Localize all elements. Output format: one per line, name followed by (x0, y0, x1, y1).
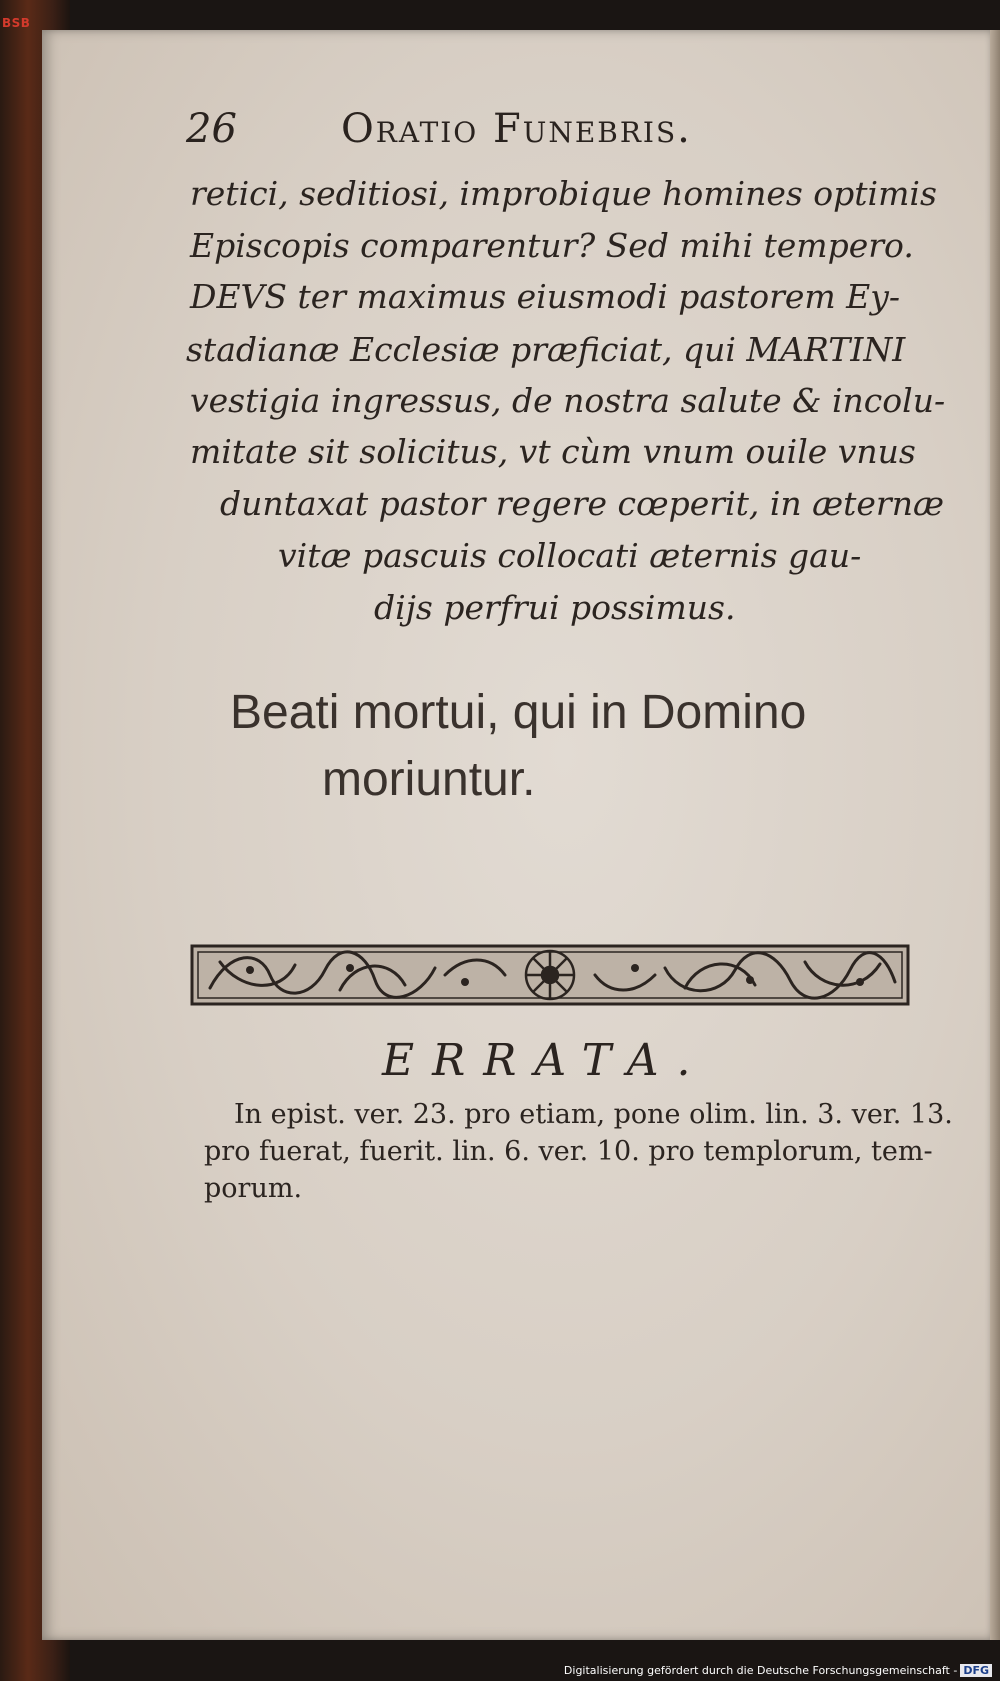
body-line: retici, seditiosi, improbique homines optimis (190, 174, 937, 213)
dfg-logo: DFG (960, 1664, 992, 1677)
body-line: vitæ pascuis collocati æternis gau- (278, 536, 862, 575)
book-page (42, 30, 992, 1640)
body-line: stadianæ Ecclesiæ præficiat, qui MARTINI (186, 330, 906, 369)
motto-line: Beati mortui, qui in Domino (230, 686, 807, 739)
errata-line: In epist. ver. 23. pro etiam, pone olim. lin. 3. ver. 13. (234, 1099, 953, 1130)
body-line: vestigia ingressus, de nostra salute & incolu- (190, 381, 946, 420)
page-number: 26 (186, 106, 237, 152)
funding-credit: Digitalisierung gefördert durch die Deutsche Forschungsgemeinschaft - (563, 1664, 958, 1677)
errata-line: pro fuerat, fuerit. lin. 6. ver. 10. pro templorum, tem- (204, 1136, 933, 1167)
body-line: mitate sit solicitus, vt cùm vnum ouile vnus (190, 432, 916, 471)
page-header (186, 106, 786, 156)
body-line: DEVS ter maximus eiusmodi pastorem Ey- (190, 277, 901, 316)
funding-footer (564, 1664, 992, 1677)
body-line: dijs perfrui possimus. (374, 588, 736, 627)
bsb-logo: BSB (2, 16, 31, 30)
body-line: Episcopis comparentur? Sed mihi tempero. (190, 226, 914, 265)
errata-line: porum. (204, 1173, 303, 1204)
errata-title: ERRATA. (382, 1035, 709, 1086)
running-head: Oratio Funebris. (341, 106, 692, 152)
page-fore-edge (990, 30, 1000, 1640)
motto-line: moriuntur. (322, 753, 536, 806)
decorative-ornament-band (190, 940, 910, 1010)
body-line: duntaxat pastor regere cœperit, in æternæ (220, 484, 944, 523)
